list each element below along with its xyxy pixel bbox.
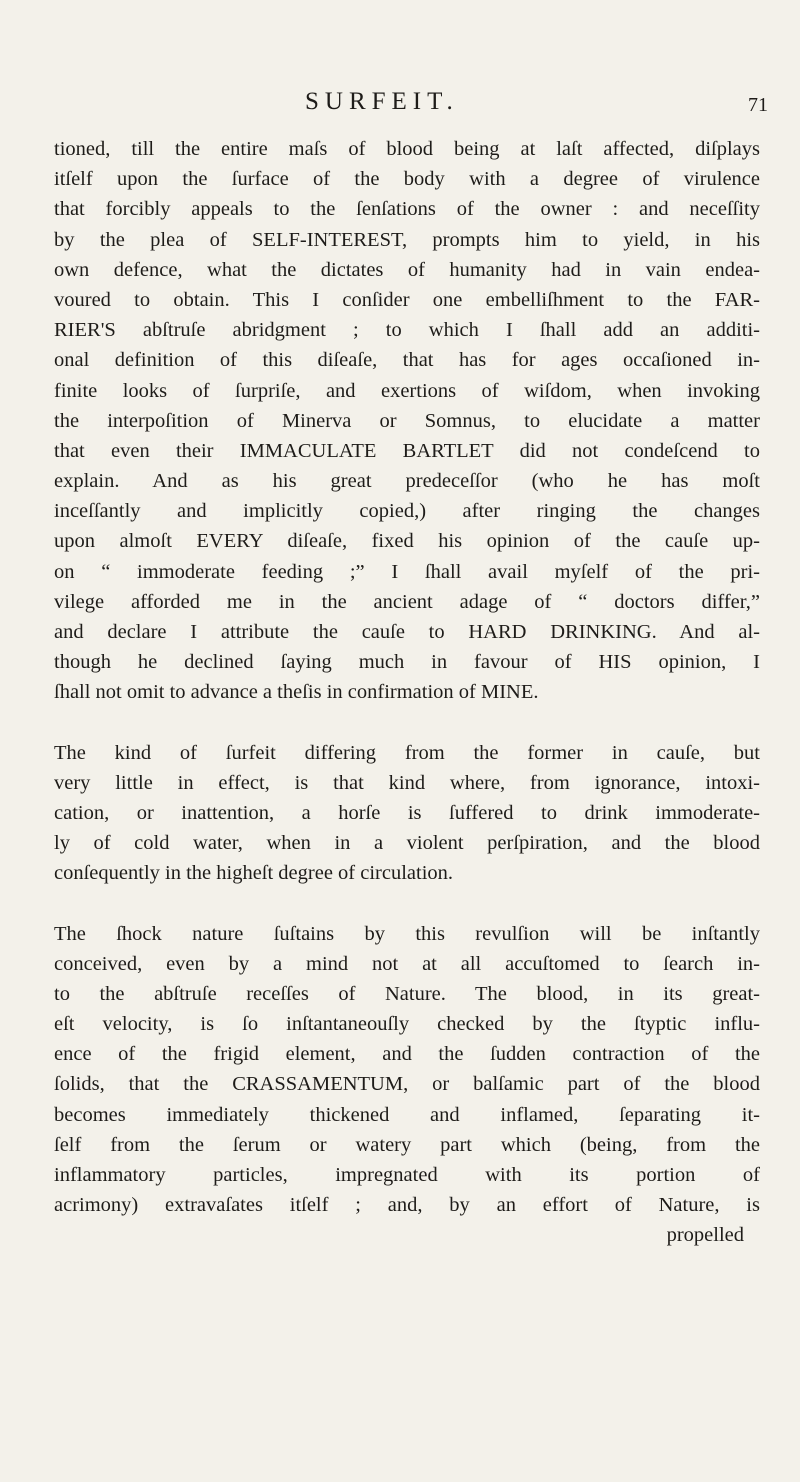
text-line: RIER'S abſtruſe abridgment ; to which I ſhall add an additi- xyxy=(54,319,760,342)
text-line: tioned, till the entire maſs of blood being at laſt affected, diſplays xyxy=(54,138,760,160)
catchword: propelled xyxy=(666,1224,744,1247)
text-line: and declare I attribute the cauſe to HARD DRINKING. And al- xyxy=(54,621,760,643)
text-line: ly of cold water, when in a violent perſpiration, and the blood xyxy=(54,832,760,855)
text-line: on “ immoderate feeding ;” I ſhall avail myſelf of the pri- xyxy=(54,560,760,583)
text-line: explain. And as his great predeceſſor (who he has moſt xyxy=(54,470,760,493)
text-line: ſhall not omit to advance a theſis in confirmation of MINE. xyxy=(54,681,539,704)
text-line: becomes immediately thickened and inflamed, ſeparating it- xyxy=(54,1103,760,1126)
text-line: acrimony) extravaſates itſelf ; and, by an effort of Nature, is xyxy=(54,1194,760,1217)
text-line: by the plea of SELF-INTEREST, prompts him to yield, in his xyxy=(54,228,760,251)
text-line: own defence, what the dictates of humanity had in vain endea- xyxy=(54,258,760,281)
text-line: very little in effect, is that kind where, from ignorance, intoxi- xyxy=(54,771,760,794)
paragraph xyxy=(54,738,760,889)
page-number: 71 xyxy=(748,94,768,116)
text-line: to the abſtruſe receſſes of Nature. The blood, in its great- xyxy=(54,982,760,1005)
text-line: conſequently in the higheſt degree of circulation. xyxy=(54,862,454,885)
running-head: SURFEIT. xyxy=(305,88,459,115)
text-line: itſelf upon the ſurface of the body with a degree of virulence xyxy=(54,168,760,191)
body-text xyxy=(54,134,760,1251)
paragraph xyxy=(54,919,760,1251)
text-line: that forcibly appeals to the ſenſations of the owner : and neceſſity xyxy=(54,198,760,221)
paragraph xyxy=(54,134,760,708)
text-line: The ſhock nature ſuſtains by this revulſion will be inſtantly xyxy=(54,922,760,945)
text-line: conceived, even by a mind not at all accuſtomed to ſearch in- xyxy=(54,952,760,975)
text-line: though he declined ſaying much in favour of HIS opinion, I xyxy=(54,651,760,674)
text-line: cation, or inattention, a horſe is ſuffered to drink immoderate- xyxy=(54,801,760,824)
text-line: inflammatory particles, impregnated with its portion of xyxy=(54,1164,760,1186)
text-line: The kind of ſurfeit differing from the former in cauſe, but xyxy=(54,741,760,764)
page-header xyxy=(0,88,800,128)
text-line: upon almoſt EVERY diſeaſe, fixed his opinion of the cauſe up- xyxy=(54,530,760,553)
text-line: ſelf from the ſerum or watery part which (being, from the xyxy=(54,1133,760,1156)
text-line: ſolids, that the CRASSAMENTUM, or balſamic part of the blood xyxy=(54,1073,760,1096)
text-line: onal definition of this diſeaſe, that has for ages occaſioned in- xyxy=(54,349,760,372)
text-line: vilege afforded me in the ancient adage of “ doctors differ,” xyxy=(54,590,760,613)
paragraph-gap xyxy=(54,708,760,738)
text-line: eſt velocity, is ſo inſtantaneouſly checked by the ſtyptic influ- xyxy=(54,1013,760,1036)
text-line: finite looks of ſurpriſe, and exertions of wiſdom, when invoking xyxy=(54,379,760,402)
text-line: inceſſantly and implicitly copied,) after ringing the changes xyxy=(54,500,760,523)
text-line: ence of the frigid element, and the ſudden contraction of the xyxy=(54,1043,760,1066)
text-line: the interpoſition of Minerva or Somnus, to elucidate a matter xyxy=(54,409,760,432)
text-line: voured to obtain. This I conſider one embelliſhment to the FAR- xyxy=(54,288,760,311)
paragraph-gap xyxy=(54,889,760,919)
text-line: that even their IMMACULATE BARTLET did not condeſcend to xyxy=(54,439,760,462)
